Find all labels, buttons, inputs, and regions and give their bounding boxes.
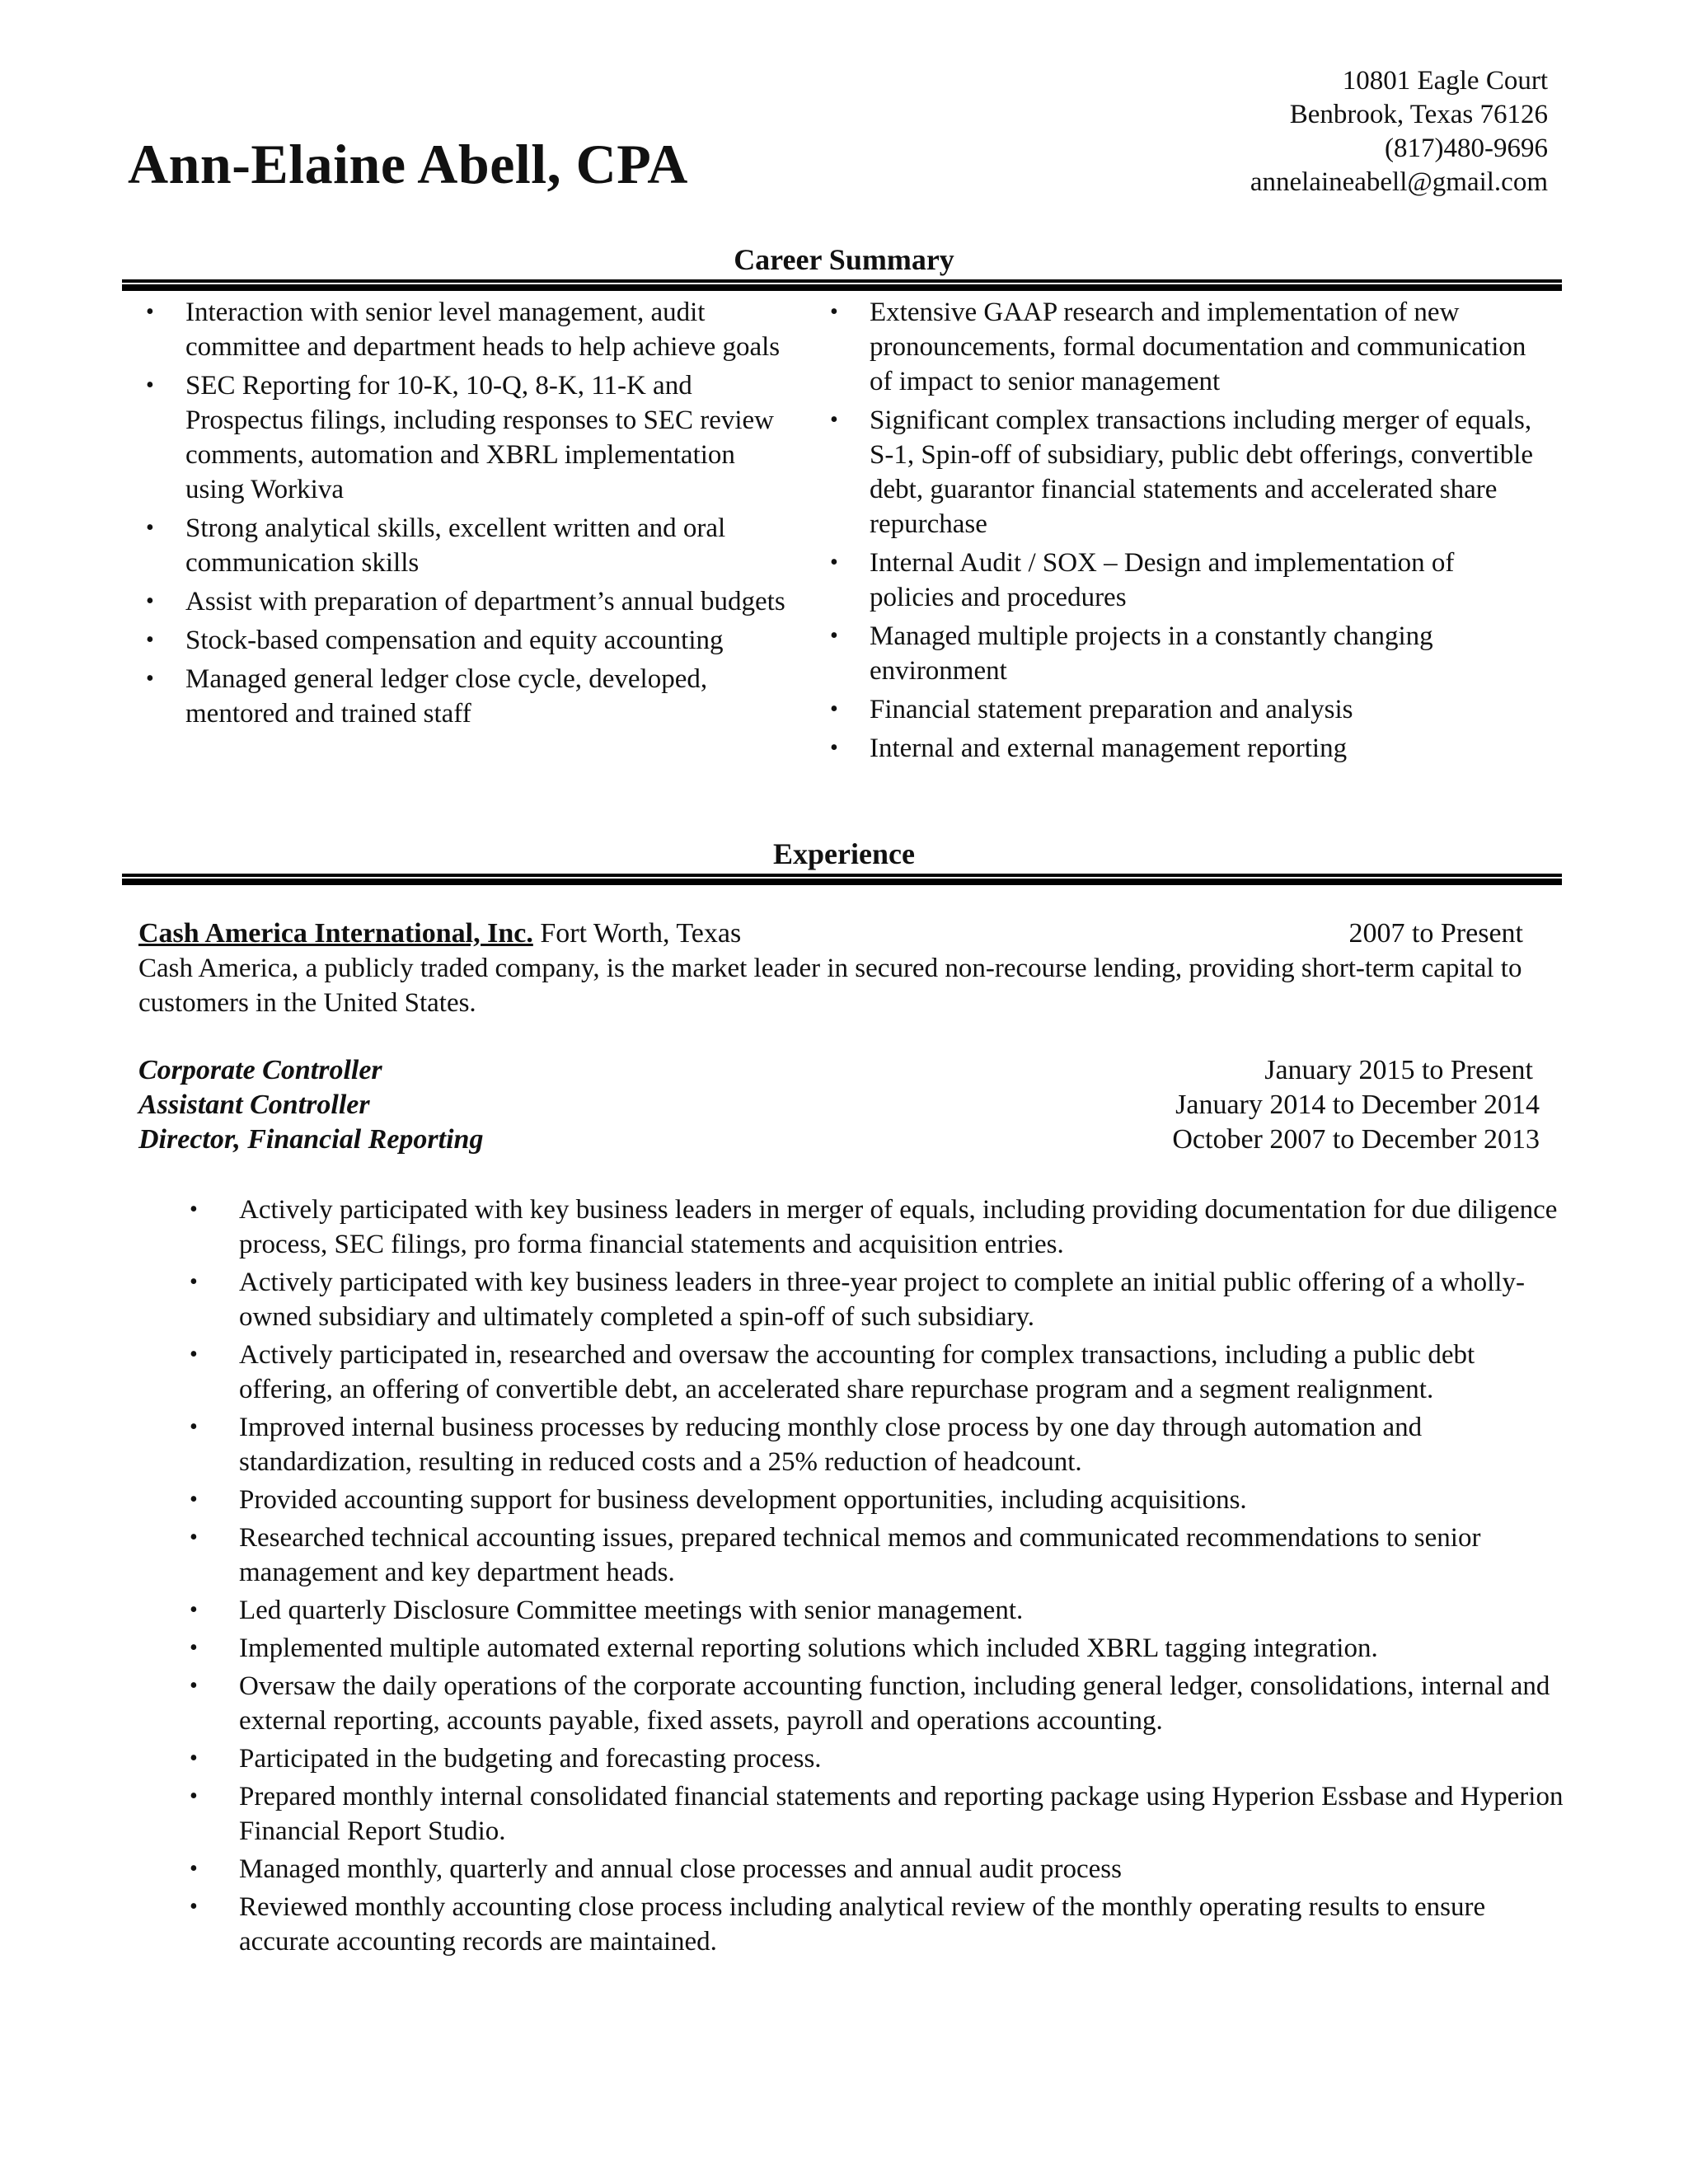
email-address: annelaineabell@gmail.com [1250, 167, 1548, 197]
list-item: • Actively participated with key business leaders in merger of equals, including providing documentation for due diligence process, SEC filings, pro forma financial statements and acquisition entries. [190, 1193, 1574, 1262]
role-dates: January 2014 to December 2014 [1175, 1090, 1540, 1120]
bullet-icon: • [190, 1525, 198, 1550]
bullet-icon: • [146, 627, 154, 653]
bullet-icon: • [190, 1746, 198, 1771]
list-item: • Managed general ledger close cycle, developed, mentored and trained staff [136, 662, 795, 731]
list-item: • Internal and external management reporting [820, 731, 1545, 766]
list-item: • Financial statement preparation and analysis [820, 692, 1545, 727]
company-row [138, 916, 1523, 951]
role-title: Director, Financial Reporting [138, 1124, 484, 1155]
section-divider-thick [122, 284, 1562, 291]
list-item: • Provided accounting support for business development opportunities, including acquisitions. [190, 1483, 1574, 1517]
section-divider-thick [122, 879, 1562, 885]
bullet-icon: • [830, 407, 838, 433]
role-title: Corporate Controller [138, 1055, 382, 1085]
role-row [138, 1088, 1540, 1122]
bullet-icon: • [190, 1269, 198, 1295]
section-divider-thin [122, 279, 1562, 283]
bullet-icon: • [190, 1197, 198, 1222]
section-divider-thin [122, 874, 1562, 877]
bullet-icon: • [190, 1673, 198, 1699]
role-dates: January 2015 to Present [1264, 1055, 1533, 1085]
role-row [138, 1122, 1540, 1157]
list-item: • Implemented multiple automated external reporting solutions which included XBRL tagging integration. [190, 1631, 1574, 1666]
list-item: • Internal Audit / SOX – Design and implementation of policies and procedures [820, 546, 1545, 615]
bullet-icon: • [146, 515, 154, 541]
career-summary-heading: Career Summary [734, 243, 954, 276]
list-item: • Managed monthly, quarterly and annual close processes and annual audit process [190, 1852, 1574, 1886]
list-item: • Prepared monthly internal consolidated financial statements and reporting package using Hyperion Essbase and Hyperion Financial Report Studio. [190, 1779, 1574, 1849]
phone-number: (817)480-9696 [1385, 134, 1548, 163]
list-item: • Significant complex transactions including merger of equals, S-1, Spin-off of subsidiary, public debt offerings, convertible debt, guarantor financial statements and accelerated share repurchase [820, 403, 1545, 541]
list-item: • Researched technical accounting issues, prepared technical memos and communicated recommendations to senior management and key department heads. [190, 1521, 1574, 1590]
address-line-2: Benbrook, Texas 76126 [1289, 100, 1548, 129]
list-item: • Actively participated in, researched and oversaw the accounting for complex transactions, including a public debt offering, an offering of convertible debt, an accelerated share repurchase program and a segment realignment. [190, 1338, 1574, 1407]
role-row [138, 1053, 1540, 1088]
list-item: • Extensive GAAP research and implementation of new pronouncements, formal documentation and communication of impact to senior management [820, 295, 1545, 399]
bullet-icon: • [146, 666, 154, 691]
list-item: • SEC Reporting for 10-K, 10-Q, 8-K, 11-K and Prospectus filings, including responses to SEC review comments, automation and XBRL implementation using Workiva [136, 368, 795, 507]
company-name: Cash America International, Inc. [138, 918, 533, 949]
bullet-icon: • [190, 1414, 198, 1440]
bullet-icon: • [830, 696, 838, 722]
experience-heading: Experience [773, 837, 915, 870]
list-item: • Participated in the budgeting and forecasting process. [190, 1741, 1574, 1776]
bullet-icon: • [830, 550, 838, 575]
experience-bullet-list [190, 1193, 1574, 1962]
list-item: • Led quarterly Disclosure Committee meetings with senior management. [190, 1593, 1574, 1628]
candidate-name: Ann-Elaine Abell, CPA [128, 133, 688, 195]
bullet-icon: • [146, 299, 154, 325]
list-item: • Assist with preparation of department’s annual budgets [136, 584, 795, 619]
roles-block [138, 1053, 1540, 1157]
role-dates: October 2007 to December 2013 [1172, 1124, 1540, 1155]
company-years: 2007 to Present [1348, 918, 1523, 949]
career-summary-left-list [136, 295, 795, 735]
bullet-icon: • [190, 1783, 198, 1809]
bullet-icon: • [830, 735, 838, 761]
list-item: • Managed multiple projects in a constantly changing environment [820, 619, 1545, 688]
list-item: • Improved internal business processes by reducing monthly close process by one day through automation and standardization, resulting in reduced costs and a 25% reduction of headcount. [190, 1410, 1574, 1479]
career-summary-right-list [820, 295, 1545, 770]
bullet-icon: • [190, 1635, 198, 1661]
list-item: • Strong analytical skills, excellent written and oral communication skills [136, 511, 795, 580]
address-line-1: 10801 Eagle Court [1342, 66, 1548, 96]
bullet-icon: • [830, 623, 838, 649]
bullet-icon: • [146, 373, 154, 398]
bullet-icon: • [190, 1342, 198, 1367]
bullet-icon: • [190, 1597, 198, 1623]
list-item: • Actively participated with key business leaders in three-year project to complete an initial public offering of a wholly-owned subsidiary and ultimately completed a spin-off of such subsidiary. [190, 1265, 1574, 1334]
company-location: Fort Worth, Texas [540, 918, 742, 949]
list-item: • Stock-based compensation and equity accounting [136, 623, 795, 658]
bullet-icon: • [190, 1856, 198, 1882]
list-item: • Interaction with senior level management, audit committee and department heads to help achieve goals [136, 295, 795, 364]
bullet-icon: • [190, 1894, 198, 1919]
list-item: • Oversaw the daily operations of the corporate accounting function, including general ledger, consolidations, internal and external reporting, accounts payable, fixed assets, payroll and operations accounting. [190, 1669, 1574, 1738]
role-title: Assistant Controller [138, 1090, 370, 1120]
company-description: Cash America, a publicly traded company, is the market leader in secured non-recourse lending, providing short-term capital to customers in the United States. [138, 954, 1522, 1018]
contact-block [1250, 64, 1548, 199]
bullet-icon: • [146, 588, 154, 614]
list-item: • Reviewed monthly accounting close process including analytical review of the monthly operating results to ensure accurate accounting records are maintained. [190, 1890, 1574, 1959]
bullet-icon: • [830, 299, 838, 325]
bullet-icon: • [190, 1487, 198, 1512]
